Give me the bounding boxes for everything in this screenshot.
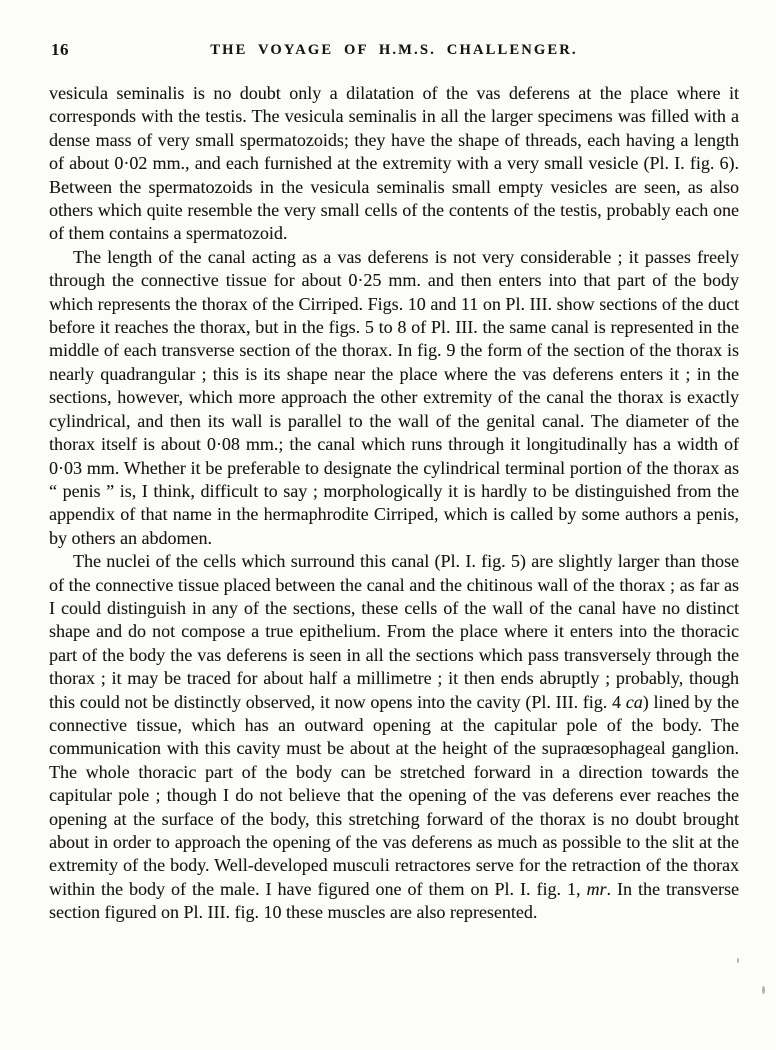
running-title: THE VOYAGE OF H.M.S. CHALLENGER. [210, 42, 578, 58]
page-number: 16 [51, 40, 69, 59]
paragraph [49, 246, 739, 550]
text-run: The length of the canal acting as a vas deferens is not very considerable ; it passes freely through the connective tissue for about 0·25 mm. and then enters into that part of the body which represents the thorax of the Cirriped. Figs. 10 and 11 on Pl. III. show sections of the duct before it reaches the thorax, but in the figs. 5 to 8 of Pl. III. the same canal is represented in the middle of each transverse section of the thorax. In fig. 9 the form of the section of the thorax is nearly quadrangular ; this is its shape near the place where the vas deferens enters it ; in the sections, however, which more approach the other extremity of the canal the thorax is exactly cylindrical, and then its wall is parallel to the wall of the genital canal. The diameter of the thorax itself is about 0·08 mm.; the canal which runs through it longitudinally has a width of 0·03 mm. Whether it be preferable to designate the cylindrical terminal portion of the thorax as “ penis ” is, I think, difficult to say ; morphologically it is hardly to be distinguished from the appendix of that name in the hermaphrodite Cirriped, which is called by some authors a penis, by others an abdomen. [49, 246, 739, 548]
text-run: . In the transverse section figured on Pl. III. fig. 10 these muscles are also represented. [49, 878, 740, 923]
text-run: The nuclei of the cells which surround this canal (Pl. I. fig. 5) are slightly larger than those of the connective tissue placed between the canal and the chitinous wall of the thorax ; as far as I could distinguish in any of the sections, these cells of the wall of the canal have no distinct shape and do not compose a true epithelium. From the place where it enters into the thoracic part of the body the vas deferens is seen in all the sections which pass transversely through the thorax ; it may be traced for about half a millimetre ; it then ends abruptly ; probably, though this could not be distinctly observed, it now opens into the cavity (Pl. III. fig. 4 [49, 551, 739, 712]
italic-text-run: mr [586, 878, 607, 899]
italic-text-run: ca [625, 691, 643, 712]
text-run: vesicula seminalis is no doubt only a dilatation of the vas deferens at the place where it corresponds with the testis. The vesicula seminalis in all the larger specimens was filled with a dense mass of very small spermatozoids; they have the shape of threads, each having a length of about 0·02 mm., and each furnished at the extremity with a very small vesicle (Pl. I. fig. 6). Between the spermatozoids in the vesicula seminalis small empty vesicles are seen, as also others which quite resemble the very small cells of the contents of the testis, probably each one of them contains a spermatozoid. [49, 83, 739, 244]
scan-artifact [737, 958, 739, 963]
page-header [49, 40, 739, 62]
page-text [49, 82, 739, 925]
paragraph [49, 82, 739, 246]
text-run: ) lined by the connective tissue, which has an outward opening at the capitular pole of the body. The communication with this cavity must be about at the height of the supraœsophageal ganglion. The whole thoracic part of the body can be stretched forward in a direction towards the capitular pole ; though I do not believe that the opening of the vas deferens ever reaches the opening at the surface of the body, this stretching forward of the thorax is no doubt brought about in order to approach the opening of the vas deferens as much as possible to the slit at the extremity of the body. Well-developed musculi retractores serve for the retraction of the thorax within the body of the male. I have figured one of them on Pl. I. fig. 1, [49, 691, 739, 899]
paragraph [49, 550, 739, 925]
scan-artifact [762, 986, 765, 994]
